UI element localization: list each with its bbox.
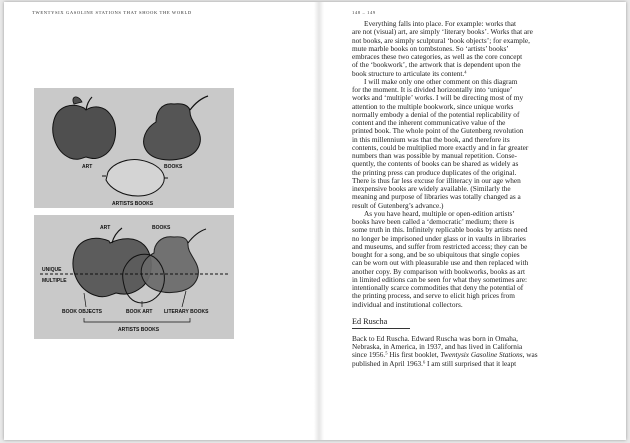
text-line: not books, are simply sculptural ‘book objects’; for example, [352,35,530,45]
section-rule [352,328,410,329]
text-line: normally embody a denial of the potential replicability of [352,109,520,119]
paragraph-2 [352,78,614,210]
text-line: works and ‘multiple’ works. I will be directing most of my [352,93,524,103]
text-line: the printing press can produce duplicates of the original. [352,167,517,177]
text-line: As you have heard, multiple or open-edition artists’ [364,208,515,218]
label-book-art: BOOK ART [126,309,153,315]
text-line: no longer be imprisoned under glass or in vaults in libraries [352,233,526,243]
book-title: Twentysix Gasoline Stations [440,350,523,360]
section-heading: Ed Ruscha [352,316,388,326]
text-line: of the ‘bookwork’, the artwork that is dependent upon the [352,60,521,70]
text-line: Back to Ed Ruscha. Edward Ruscha was born in Omaha, [352,333,518,343]
text-line: some truth in this. Infinitely replicable books by artists need [352,225,528,235]
text-line: individual and institutional collectors. [352,299,463,309]
text-line: another copy. By comparison with bookworks, books as art [352,266,526,276]
footnote-marker: 5 [385,350,388,356]
text-line: attention to the multiple bookwork, since unique works [352,101,514,111]
text-line: There is thus far less excuse for illiteracy in our age when [352,175,521,185]
text-line: can be worn out with pleasurable use and then replaced with [352,258,529,268]
label-book-objects: BOOK OBJECTS [62,309,103,315]
running-head-left: TWENTYSIX GASOLINE STATIONS THAT SHOOK THE WORLD [32,10,192,15]
text-line: printed book. The whole point of the Gutenberg revolution [352,126,524,136]
text-span: I am still surprised that it leapt [425,358,517,368]
page-folio: 148 – 149 [352,10,376,15]
text-line: mute marble books on tombstones. So ‘artists’ books’ [352,43,509,53]
text-line: for the moment. It is divided horizontally into ‘unique’ [352,85,513,94]
text-line: Everything falls into place. For example: works that [364,19,516,28]
paragraph-3 [352,210,614,309]
footnote-marker: 4 [464,69,467,74]
text-line: content and the inherent communicative value of the [352,118,506,127]
text-line: inexpensive books are widely available. (Similarly the [352,184,511,193]
text-line: and museums, and suffer from restricted access; they can be [352,241,528,251]
text-line: books have been called a ‘democratic’ medium; there is [352,217,515,226]
text-line: are not (visual) art, are simply ‘literary books’. Works that are [352,27,533,37]
text-span: His first booklet, [387,350,441,360]
text-span: published in April 1963. [352,358,423,368]
text-line: contents, could be multiplied more exactly and in far greater [352,142,529,152]
text-line: result of Gutenberg’s advance.) [352,200,444,210]
diagram-art-books-fruits [34,88,234,208]
text-line: meaning and purpose of libraries was totally changed as a [352,192,521,202]
diagram-overlap-unique-multiple [34,215,234,339]
label-artists-books: ARTISTS BOOKS [118,327,160,333]
text-span: , was [522,350,538,360]
text-line: quently, the contents of books can be shared as widely as [352,159,519,169]
apple-shape [53,105,116,159]
label-unique: UNIQUE [42,267,62,273]
text-line: in this millennium was that the book, and therefore its [352,134,510,144]
lemon-shape [106,160,164,197]
text-line [352,360,614,368]
text-line: numbers than was possible by manual repetition. Conse- [352,151,517,160]
label-multiple: MULTIPLE [42,278,67,284]
label-books: BOOKS [164,164,183,170]
pear-overlap-shape [141,237,198,293]
label-art: ART [100,225,111,231]
text-line: in limited editions can be seen for what they sometimes are: [352,274,528,284]
label-artists-books: ARTISTS BOOKS [112,201,154,207]
text-line: bought for a song, and be so ubiquitous that single copies [352,250,520,259]
footnote-marker: 6 [422,359,426,364]
text-span: book structure to articulate its content. [352,68,465,78]
text-line: the printing process, and serve to elicit high prices from [352,291,515,301]
paragraph-4 [352,335,614,368]
label-books: BOOKS [152,225,171,231]
book-spread [4,2,626,440]
text-line: I will make only one other comment on this diagram [364,76,518,86]
text-line: intentionally scarce commodities that deny the potential of [352,283,524,292]
text-span: since 1956. [352,350,386,360]
pear-shape [144,104,201,160]
body-text [352,20,614,368]
text-line: Nebraska, in America, in 1937, and has lived in California [352,342,523,351]
label-literary-books: LITERARY BOOKS [164,309,209,315]
apple-overlap-shape [73,238,151,296]
page-gutter [314,2,324,440]
text-line: embraces these two categories, as well as the core concept [352,52,523,61]
label-art: ART [82,164,93,170]
paragraph-1 [352,20,614,78]
